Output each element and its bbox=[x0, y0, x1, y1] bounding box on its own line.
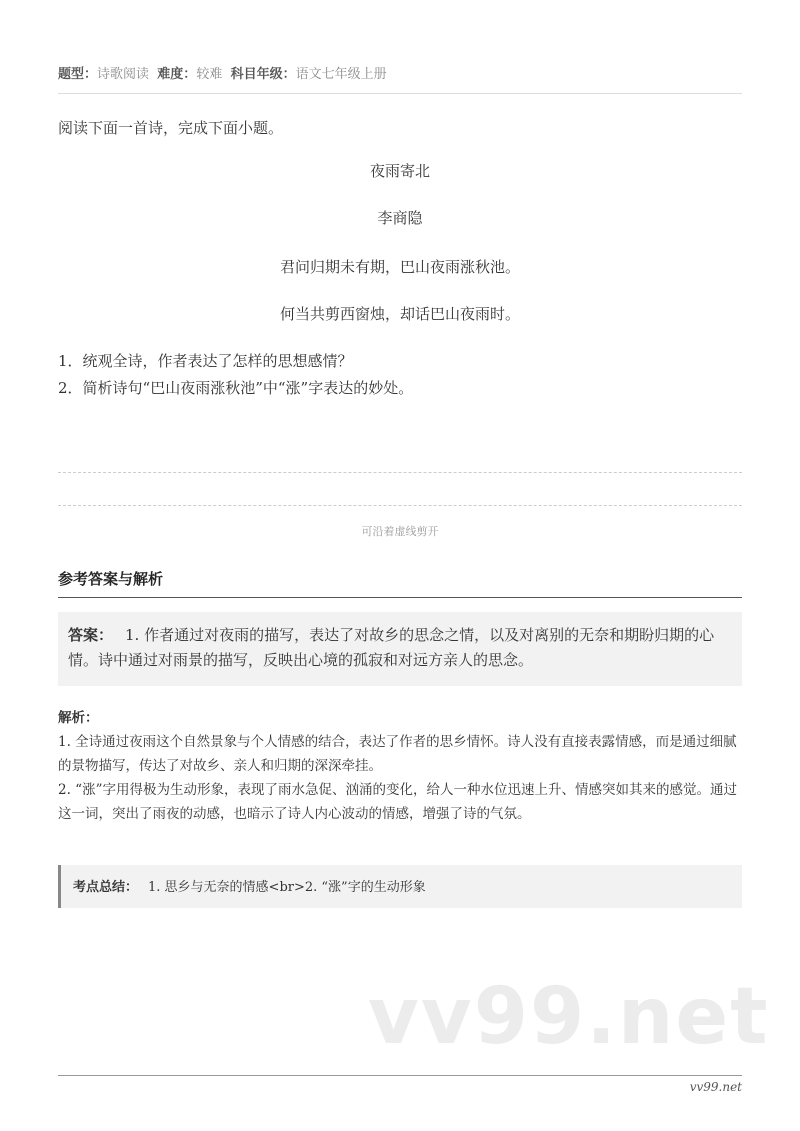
poem-author: 李商隐 bbox=[377, 209, 423, 227]
difficulty-value: 较难 bbox=[196, 67, 223, 82]
section-divider bbox=[58, 597, 742, 598]
summary-text: 1. 思乡与无奈的情感<br>2. “涨”字的生动形象 bbox=[148, 880, 426, 895]
analysis bbox=[58, 706, 742, 826]
instruction: 阅读下面一首诗，完成下面小题。 bbox=[58, 119, 284, 137]
answer-box bbox=[58, 612, 742, 686]
cut-line bbox=[58, 472, 742, 473]
cut-note: 可沿着虚线剪开 bbox=[361, 525, 439, 538]
footer-divider bbox=[58, 1075, 742, 1076]
grade-label: 科目年级： bbox=[230, 67, 296, 82]
analysis-item: 1. 全诗通过夜雨这个自然景象与个人情感的结合，表达了作者的思乡情怀。诗人没有直接表露情感，而是通过细腻的景物描写，传达了对故乡、亲人和归期的深深牵挂。 bbox=[58, 734, 737, 774]
type-label: 题型： bbox=[58, 67, 98, 82]
answer-text: 1. 作者通过对夜雨的描写，表达了对故乡的思念之情，以及对离别的无奈和期盼归期的心情。诗中通过对雨景的描写，反映出心境的孤寂和对远方亲人的思念。 bbox=[68, 626, 715, 669]
answer-label: 答案： bbox=[68, 626, 114, 644]
poem-title: 夜雨寄北 bbox=[369, 162, 430, 180]
question: 1．统观全诗，作者表达了怎样的思想感情？ bbox=[58, 352, 353, 370]
cut-line bbox=[58, 505, 742, 506]
footer-text: vv99.net bbox=[689, 1080, 742, 1094]
analysis-label: 解析： bbox=[58, 710, 99, 726]
poem-line: 君问归期未有期，巴山夜雨涨秋池。 bbox=[279, 258, 520, 276]
analysis-item: 2. “涨”字用得极为生动形象，表现了雨水急促、汹涌的变化，给人一种水位迅速上升、情感突如其来的感觉。通过这一词，突出了雨夜的动感，也暗示了诗人内心波动的情感，增强了诗的气氛。 bbox=[58, 782, 737, 822]
question: 2．简析诗句“巴山夜雨涨秋池”中“涨”字表达的妙处。 bbox=[58, 379, 414, 397]
section-title: 参考答案与解析 bbox=[58, 570, 164, 588]
difficulty-label: 难度： bbox=[157, 67, 197, 82]
divider bbox=[58, 93, 742, 94]
type-value: 诗歌阅读 bbox=[97, 67, 150, 82]
summary-label: 考点总结： bbox=[73, 880, 139, 895]
poem-line: 何当共剪西窗烛，却话巴山夜雨时。 bbox=[279, 305, 520, 323]
watermark: vv99.net bbox=[368, 972, 770, 1062]
summary-box bbox=[58, 865, 742, 908]
grade-value: 语文七年级上册 bbox=[295, 67, 387, 82]
meta-line bbox=[58, 63, 387, 82]
